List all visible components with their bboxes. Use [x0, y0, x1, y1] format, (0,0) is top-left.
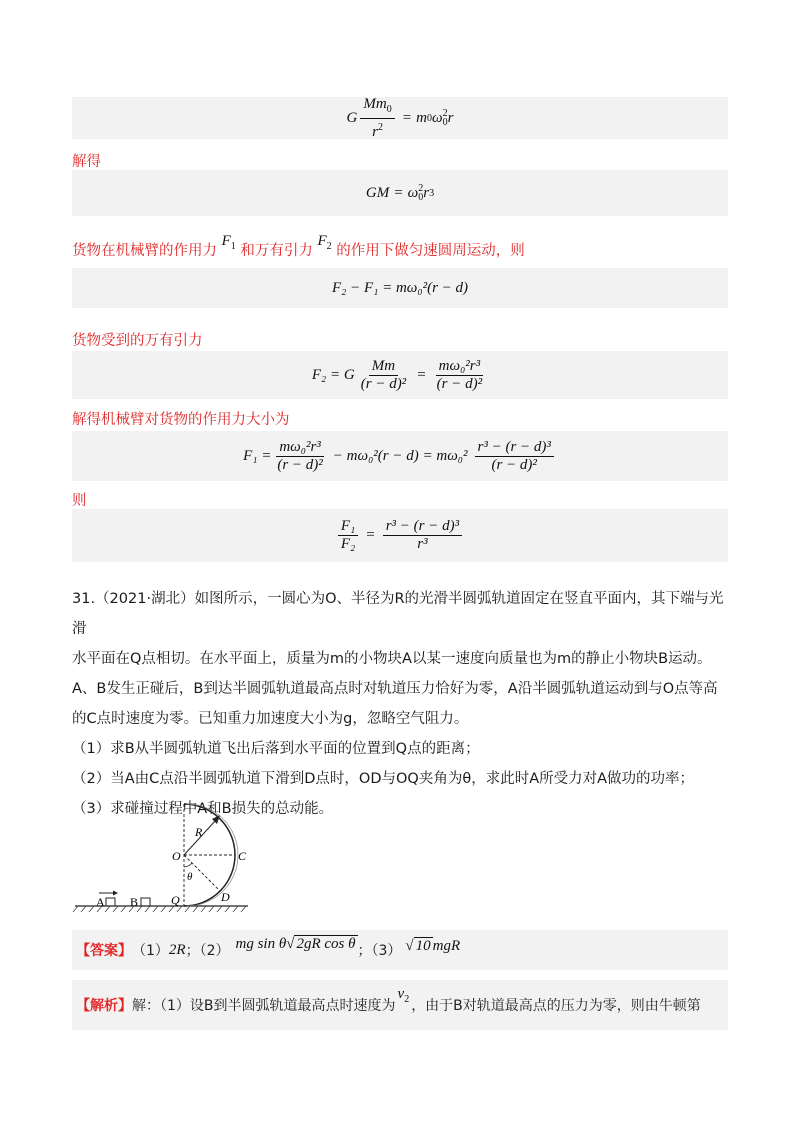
problem-line: 的C点时速度为零。已知重力加速度大小为g，忽略空气阻力。 — [72, 711, 469, 727]
eq-symbol: r — [447, 109, 454, 126]
numerator: mω₀²r³ — [276, 439, 323, 457]
answer-1: 2R — [168, 941, 186, 958]
eq-lhs: F₂ = G — [311, 366, 355, 383]
problem-statement — [72, 584, 732, 824]
label-theta: θ — [187, 871, 193, 883]
fraction — [358, 358, 409, 393]
answer-row — [72, 930, 728, 970]
question-3: （3）求碰撞过程中A和B损失的总动能。 — [72, 801, 334, 817]
analysis-text: 解：（1）设B到半圆弧轨道最高点时速度为 — [132, 998, 396, 1014]
numerator: r³ − (r − d)³ — [475, 439, 554, 457]
fraction — [360, 96, 394, 141]
eq-symbol: ω — [407, 184, 419, 201]
answer-3-suffix: mgR — [432, 937, 461, 954]
eq-symbol: G — [346, 109, 358, 126]
denominator: r — [372, 123, 378, 140]
block-b — [141, 898, 150, 906]
fraction — [383, 518, 462, 553]
answer-3-root: 10 — [415, 937, 431, 954]
equation-gravity-centripetal: G $\frac{Mm_0}{r^2}$ = m 0 ω 2 0 r — [72, 97, 728, 139]
answer-3: √ 10 mgR — [405, 937, 461, 954]
answer-2-root: 2gR cos θ — [296, 935, 356, 952]
text: 和万有引力 — [240, 243, 313, 259]
label-d: D — [221, 890, 230, 904]
fraction — [338, 518, 358, 553]
numerator: F₁ — [338, 518, 358, 536]
eq-symbol: GM — [365, 184, 390, 201]
numerator: Mm — [363, 95, 387, 112]
analysis-tag: 【解析】 — [76, 998, 132, 1014]
subscript: 1 — [230, 241, 236, 252]
numerator: Mm — [369, 358, 398, 376]
subscript: 2 — [326, 241, 332, 252]
denominator: (r − d)² — [360, 375, 407, 392]
equation-gm: GM = ω 2 0 r 3 — [72, 170, 728, 216]
label-a: A — [96, 895, 105, 909]
answer-separator: ；（2） — [185, 943, 230, 959]
block-a — [106, 898, 115, 906]
subscript: 2 — [404, 993, 410, 1005]
equation-gravity-force: F₂ = G $\frac{Mm}{\text{(r − d)²}}$ = $\frac{\text{mω₀²r³}}{\text{(r − d)²}}$ — [72, 351, 728, 399]
denominator: F₂ — [340, 536, 356, 552]
answer-part: （1） — [132, 943, 169, 959]
superscript: 3 — [429, 187, 435, 199]
eq-symbol: ω — [432, 109, 443, 126]
equation-arm-force — [72, 431, 728, 481]
label-q: Q — [171, 893, 180, 907]
superscript: 2 — [442, 108, 448, 119]
label-r: R — [195, 825, 203, 839]
text: 的作用下做匀速圆周运动，则 — [336, 243, 525, 259]
eq-symbol: r — [423, 184, 430, 201]
ze-label: 则 — [72, 493, 87, 509]
gravity-label: 货物受到的万有引力 — [72, 333, 203, 349]
problem-line: 31.（2021·湖北）如图所示，一圆心为O、半径为R的光滑半圆弧轨道固定在竖直平面内，其下端与光滑 — [72, 591, 724, 637]
question-1: （1）求B从半圆弧轨道飞出后落到水平面的位置到Q点的距离； — [72, 741, 480, 757]
eq-symbol: F — [221, 233, 231, 249]
subscript: 0 — [427, 112, 433, 124]
equation-force-ratio: $\frac{\text{F₁}}{\text{F₂}}$ = $\frac{\text{r³ − (r − d)³}}{\text{r³}}$ — [72, 509, 728, 562]
eq-symbol: m — [416, 109, 428, 126]
eq-symbol: F — [317, 233, 327, 249]
subscript: 0 — [442, 117, 448, 128]
label-c: C — [238, 849, 247, 863]
arrowhead — [113, 891, 118, 896]
analysis-row — [72, 980, 728, 1030]
theta-arc — [184, 863, 192, 867]
denominator: (r − d)² — [491, 456, 537, 473]
eq-symbol: v — [397, 985, 405, 1002]
subscript: 0 — [418, 192, 424, 203]
step-label-jiede: 解得 — [72, 154, 101, 170]
label-b: B — [130, 895, 139, 909]
semicircle-track-figure — [70, 800, 270, 920]
fraction — [434, 358, 485, 393]
answer-2: mg sin θ√ 2gR cos θ — [235, 935, 356, 952]
superscript: 2 — [418, 183, 424, 194]
subscript: 0 — [386, 103, 392, 115]
eq-lhs: F₁ = — [243, 447, 272, 464]
numerator: r³ − (r − d)³ — [383, 518, 462, 536]
text: 货物在机械臂的作用力 — [72, 243, 217, 259]
force-sentence — [72, 233, 525, 262]
fraction — [475, 439, 554, 474]
arm-force-label: 解得机械臂对货物的作用力大小为 — [72, 412, 290, 428]
analysis-text: ，由于B对轨道最高点的压力为零，则由牛顿第 — [411, 998, 701, 1014]
equation-net-force: F₂ − F₁ = mω₀²(r − d) — [72, 268, 728, 308]
numerator: mω₀²r³ — [436, 358, 483, 376]
answer-tag: 【答案】 — [76, 943, 132, 959]
denominator: (r − d)² — [277, 456, 323, 473]
answer-separator: ；（3） — [357, 943, 402, 959]
denominator: (r − d)² — [436, 375, 483, 392]
problem-line: 水平面在Q点相切。在水平面上，质量为m的小物块A以某一速度向质量也为m的静止小物块B运动。 — [72, 651, 712, 667]
problem-line: A、B发生正碰后，B到达半圆弧轨道最高点时对轨道压力恰好为零，A沿半圆弧轨道运动到与O点等高 — [72, 681, 718, 697]
superscript: 2 — [377, 121, 383, 133]
label-o: O — [172, 849, 181, 863]
eq-middle: − mω₀²(r − d) = mω₀² — [332, 447, 468, 464]
answer-2-prefix: mg sin θ — [235, 935, 287, 952]
fraction — [274, 439, 325, 474]
denominator: r³ — [417, 536, 428, 552]
question-2: （2）当A由C点沿半圆弧轨道下滑到D点时，OD与OQ夹角为θ，求此时A所受力对A做功的功率； — [72, 771, 695, 787]
